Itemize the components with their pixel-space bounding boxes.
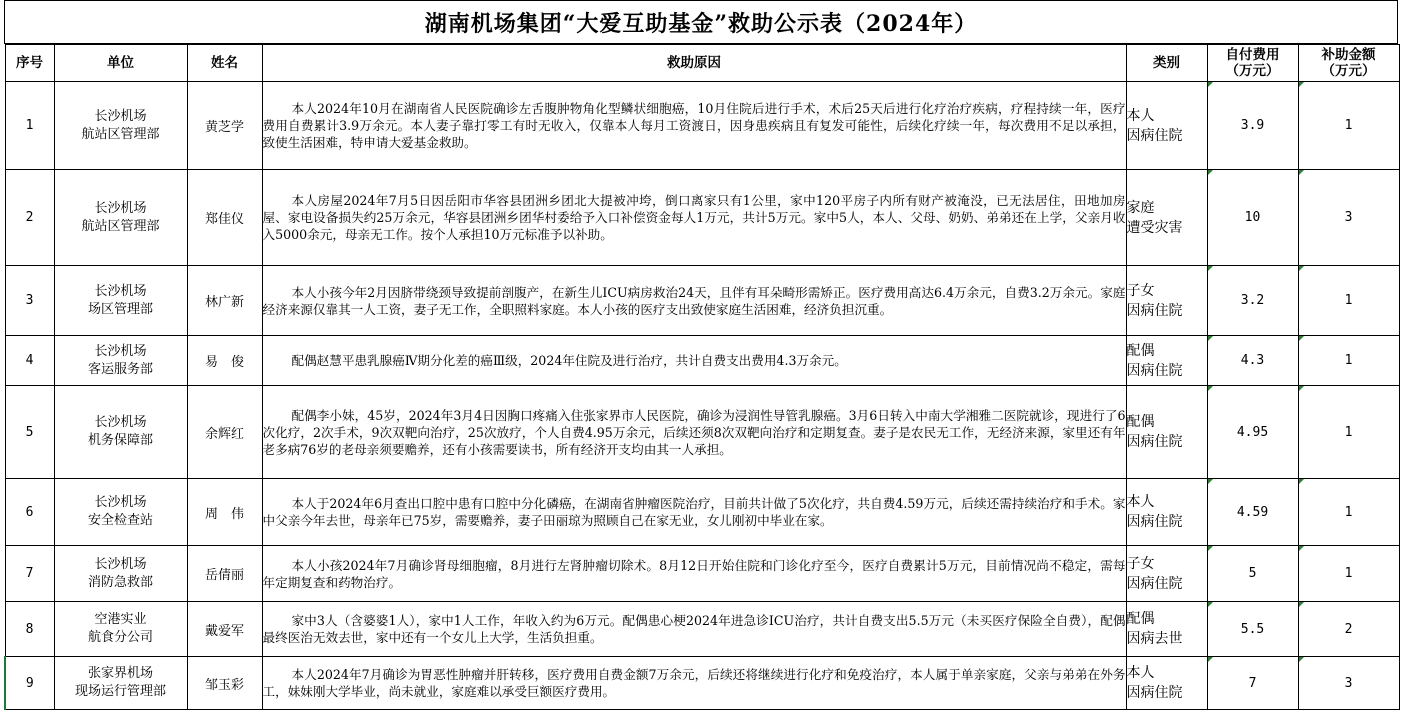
row-subsidy: 1: [1298, 386, 1399, 479]
header-subsidy: [1298, 45, 1399, 82]
row-index: 8: [5, 602, 54, 657]
row-unit-line2: 航站区管理部: [81, 126, 160, 142]
row-index: 5: [5, 386, 54, 479]
row-subsidy: 1: [1298, 546, 1399, 602]
row-name: 易 俊: [187, 336, 262, 386]
row-reason: [262, 336, 1126, 386]
row-category-line1: 家庭: [1126, 199, 1155, 216]
row-reason: [262, 170, 1126, 266]
row-category: [1126, 386, 1207, 479]
row-category-line2: 因病去世: [1126, 631, 1183, 647]
row-self-pay: 5: [1207, 546, 1298, 602]
row-category-line2: 因病住院: [1126, 434, 1183, 450]
row-unit-line2: 安全检查站: [87, 513, 153, 528]
row-subsidy: 3: [1298, 657, 1399, 710]
row-reason: [262, 266, 1126, 336]
row-reason: [262, 657, 1126, 710]
table-row: [5, 657, 1399, 710]
row-reason-text: 本人于2024年6月查出口腔中患有口腔中分化磷癌，在湖南省肿瘤医院治疗，目前共计做了5次化疗，共自费4.59万元，后续还需持续治疗和手术。家中父亲今年去世，母亲年已75岁，需要赡养，妻子田丽琼为照顾自己在家无业，女儿刚初中毕业在家。: [262, 496, 1126, 528]
relief-table: [4, 44, 1400, 710]
row-category-line1: 配偶: [1126, 342, 1155, 359]
row-unit-line1: 长沙机场: [94, 343, 147, 359]
row-index: 3: [5, 266, 54, 336]
row-reason-text: 本人2024年10月在湖南省人民医院确诊左舌腹肿物角化型鳞状细胞癌，10月住院后进行手术，术后25天后进行化疗治疗疾病，疗程持续一年，医疗费用自费累计3.9万余元。本人妻子靠打零工有时无收入，仅靠本人每月工资渡日，因身患疾病且有复发可能性，后续化疗续一年，每次费用不足以承担，致使生活困难，特申请大爱基金救助。: [262, 101, 1126, 150]
row-category: [1126, 82, 1207, 170]
header-self-pay: [1207, 45, 1298, 82]
row-category-line2: 因病住院: [1126, 362, 1183, 379]
header-index: 序号: [5, 45, 54, 82]
table-row: [5, 336, 1399, 386]
row-category-line1: 本人: [1126, 494, 1155, 510]
row-category: [1126, 602, 1207, 657]
row-category: [1126, 266, 1207, 336]
row-unit-line1: 长沙机场: [94, 283, 147, 299]
row-unit-line2: 场区管理部: [87, 301, 153, 317]
table-row: [5, 266, 1399, 336]
header-self-pay-line1: 自付费用: [1225, 47, 1280, 63]
row-reason-text: 家中3人（含婆婆1人），家中1人工作，年收入约为6万元。配偶患心梗2024年进急诊ICU治疗，共计自费支出5.5万元（未买医疗保险全自费），配偶最终医治无效去世，家中还有一个女儿上大学，生活负担重。: [262, 613, 1126, 645]
row-self-pay: 5.5: [1207, 602, 1298, 657]
row-index: 6: [5, 479, 54, 546]
row-unit: [54, 657, 187, 710]
row-category-line2: 因病住院: [1126, 127, 1183, 144]
row-unit-line2: 航食分公司: [87, 630, 153, 645]
row-unit-line1: 长沙机场: [94, 108, 147, 124]
row-subsidy: 1: [1298, 479, 1399, 546]
sheet-title: 湖南机场集团“大爱互助基金”救助公示表（2024年）: [4, 0, 1398, 44]
row-category-line1: 本人: [1126, 107, 1155, 124]
row-category: [1126, 170, 1207, 266]
table-row: [5, 479, 1399, 546]
row-index: 2: [5, 170, 54, 266]
row-subsidy: 1: [1298, 82, 1399, 170]
row-category-line1: 子女: [1126, 282, 1155, 299]
row-self-pay: 4.59: [1207, 479, 1298, 546]
table-row: [5, 546, 1399, 602]
row-reason-text: 配偶李小妹，45岁，2024年3月4日因胸口疼痛入住张家界市人民医院，确诊为浸润性导管乳腺癌。3月6日转入中南大学湘雅二医院就诊，现进行了6次化疗，2次手术，9次双靶向治疗，25次放疗，个人自费4.95万余元，后续还须8次双靶向治疗和定期复查。妻子是农民无工作，无经济来源，家里还有年老多病76岁的老母亲须要赡养，还有小孩需要读书，所有经济开支均由其一人承担。: [262, 407, 1126, 457]
row-reason-text: 本人房屋2024年7月5日因岳阳市华容县团洲乡团北大提被冲垮，倒口离家只有1公里，家中120平房子内所有财产被淹没，已无法居住，田地加房屋、家电设备损失约25万余元，华容县团洲乡团华村委给予入口补偿资金每人1万元，共计5万元。家中5人，本人、父母、奶奶、弟弟还在上学，父亲月收入5000余元，母亲无工作。按个人承担10万元标准予以补助。: [262, 193, 1126, 242]
header-name: 姓名: [187, 45, 262, 82]
row-category-line1: 本人: [1126, 665, 1155, 681]
row-self-pay: 10: [1207, 170, 1298, 266]
row-index: 9: [5, 657, 54, 710]
row-category-line2: 遭受灾害: [1126, 219, 1183, 236]
header-unit: 单位: [54, 45, 187, 82]
row-reason-text: 本人小孩2024年7月确诊肾母细胞瘤，8月进行左肾肿瘤切除术。8月12日开始住院和门诊化疗至今，医疗自费累计5万元，目前情况尚不稳定，需每年定期复查和药物治疗。: [262, 557, 1126, 590]
row-category-line1: 配偶: [1126, 414, 1155, 430]
row-category-line2: 因病住院: [1126, 575, 1183, 592]
row-self-pay: 4.3: [1207, 336, 1298, 386]
row-subsidy: 1: [1298, 336, 1399, 386]
header-reason: 救助原因: [262, 45, 1126, 82]
row-name: 岳倩丽: [187, 546, 262, 602]
row-name: 林广新: [187, 266, 262, 336]
row-unit: [54, 602, 187, 657]
row-self-pay: 3.9: [1207, 82, 1298, 170]
row-category-line2: 因病住院: [1126, 302, 1183, 319]
row-unit-line1: 空港实业: [94, 612, 147, 627]
header-category: 类别: [1126, 45, 1207, 82]
row-unit-line1: 张家界机场: [87, 666, 153, 681]
row-category: [1126, 336, 1207, 386]
row-unit-line1: 长沙机场: [94, 495, 147, 510]
row-category-line2: 因病住院: [1126, 514, 1183, 530]
table-row: [5, 170, 1399, 266]
row-reason: [262, 386, 1126, 479]
row-unit: [54, 336, 187, 386]
row-reason: [262, 82, 1126, 170]
row-reason: [262, 546, 1126, 602]
row-reason-text: 本人小孩今年2月因脐带绕颈导致提前剖腹产，在新生儿ICU病房救治24天，且伴有耳朵畸形需矫正。医疗费用高达6.4万余元，自费3.2万余元。家庭经济来源仅靠其一人工资，妻子无工作，全职照料家庭。本人小孩的医疗支出致使家庭生活困难，经济负担沉重。: [262, 284, 1126, 317]
row-subsidy: 1: [1298, 266, 1399, 336]
row-category: [1126, 657, 1207, 710]
row-self-pay: 7: [1207, 657, 1298, 710]
row-unit-line1: 长沙机场: [94, 200, 147, 216]
table-row: [5, 82, 1399, 170]
row-unit-line2: 消防急救部: [87, 574, 153, 590]
row-index: 1: [5, 82, 54, 170]
row-self-pay: 4.95: [1207, 386, 1298, 479]
row-category-line1: 配偶: [1126, 611, 1155, 627]
row-name: 邹玉彩: [187, 657, 262, 710]
row-unit: [54, 386, 187, 479]
row-subsidy: 3: [1298, 170, 1399, 266]
row-unit: [54, 82, 187, 170]
row-reason-text: 配偶赵慧平患乳腺癌Ⅳ期分化差的癌Ⅲ级，2024年住院及进行治疗，共计自费支出费用4.3万余元。: [291, 353, 847, 368]
row-name: 戴爱军: [187, 602, 262, 657]
row-name: 郑佳仪: [187, 170, 262, 266]
header-self-pay-line2: （万元）: [1225, 63, 1280, 79]
row-reason-text: 本人2024年7月确诊为胃恶性肿瘤并肝转移，医疗费用自费金额7万余元，后续还将继续进行化疗和免疫治疗，本人属于单亲家庭，父亲与弟弟在外务工，妹妹刚大学毕业，尚未就业，家庭难以承受巨额医疗费用。: [262, 667, 1126, 699]
row-unit-line1: 长沙机场: [94, 415, 147, 430]
row-reason: [262, 602, 1126, 657]
row-name: 周 伟: [187, 479, 262, 546]
row-category-line1: 子女: [1126, 555, 1155, 572]
row-subsidy: 2: [1298, 602, 1399, 657]
row-category: [1126, 479, 1207, 546]
row-index: 7: [5, 546, 54, 602]
row-unit-line1: 长沙机场: [94, 556, 147, 572]
row-unit: [54, 546, 187, 602]
table-row: [5, 386, 1399, 479]
row-category: [1126, 546, 1207, 602]
row-name: 黄芝学: [187, 82, 262, 170]
row-index: 4: [5, 336, 54, 386]
row-name: 余辉红: [187, 386, 262, 479]
table-row: [5, 602, 1399, 657]
row-unit: [54, 479, 187, 546]
row-unit-line2: 机务保障部: [87, 433, 153, 448]
header-subsidy-line2: （万元）: [1321, 63, 1376, 79]
row-unit-line2: 现场运行管理部: [74, 684, 166, 699]
row-unit-line2: 客运服务部: [87, 361, 153, 377]
row-unit: [54, 170, 187, 266]
row-unit: [54, 266, 187, 336]
row-category-line2: 因病住院: [1126, 685, 1183, 701]
row-self-pay: 3.2: [1207, 266, 1298, 336]
row-unit-line2: 航站区管理部: [81, 218, 160, 234]
header-subsidy-line1: 补助金额: [1321, 47, 1376, 63]
row-reason: [262, 479, 1126, 546]
header-row: [5, 45, 1399, 82]
